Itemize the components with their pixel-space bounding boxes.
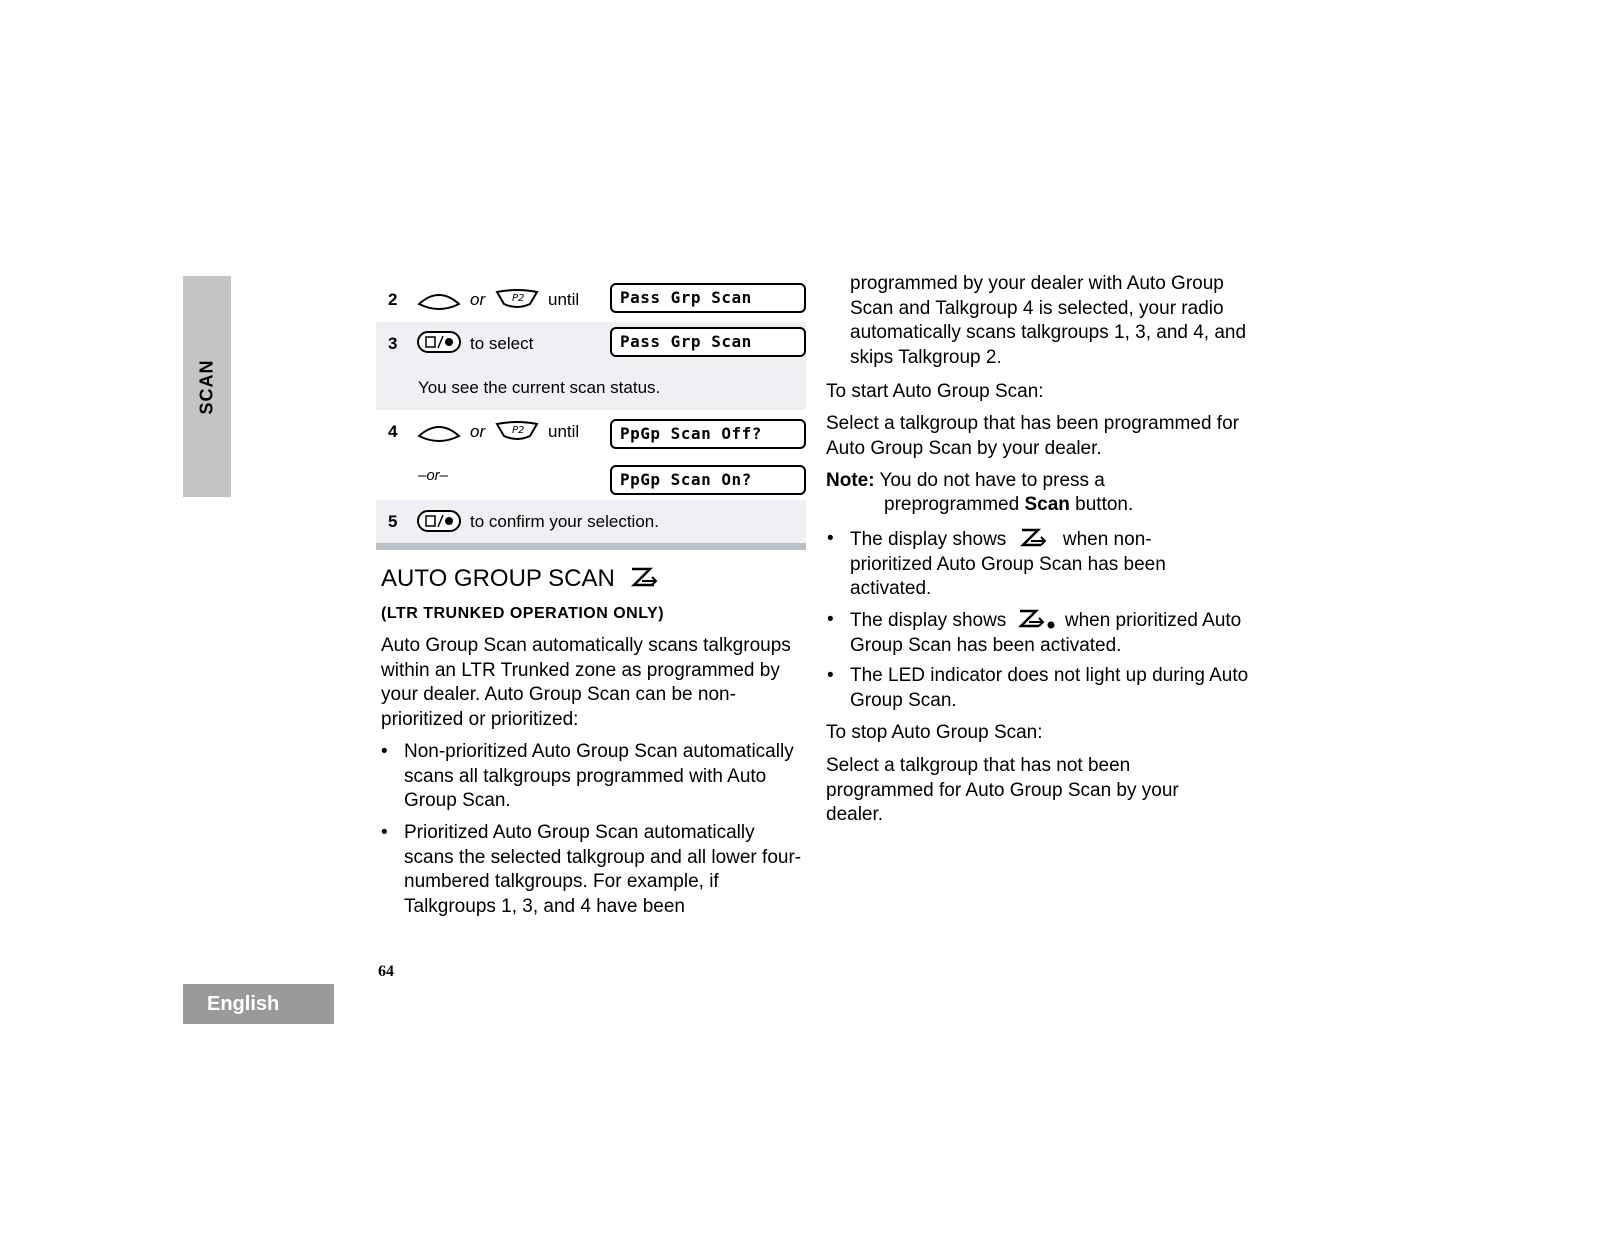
- menu-select-button-icon: [416, 509, 462, 535]
- step-number: 2: [388, 290, 398, 309]
- start-text: Select a talkgroup that has been programmed for Auto Group Scan by your dealer.: [826, 413, 1239, 459]
- list-item-text-a: The display shows: [850, 610, 1007, 631]
- list-item-text-b: when non-prioritized Auto Group Scan has been activated.: [850, 529, 1166, 599]
- bullet-dot: •: [381, 741, 388, 762]
- lcd-display: PpGp Scan On?: [610, 465, 806, 495]
- list-item-text-a: The display shows: [850, 529, 1007, 550]
- continuation-paragraph: programmed by your dealer with Auto Group Scan and Talkgroup 4 is selected, your radio automatically scans talkgroups 1, 3, and 4, and skips Talkgroup 2.: [850, 273, 1247, 368]
- list-item-text: Prioritized Auto Group Scan automatically scans the selected talkgroup and all lower four-numbered talkgroups. For example, if Talkgroups 1, 3, and 4 have been: [404, 822, 802, 917]
- list-item-text: Non-prioritized Auto Group Scan automatically scans all talkgroups programmed with Auto Group Scan.: [404, 741, 794, 811]
- lcd-display: Pass Grp Scan: [610, 283, 806, 313]
- page-number: 64: [378, 963, 394, 980]
- side-tab-label: SCAN: [196, 358, 217, 415]
- start-heading: To start Auto Group Scan:: [826, 381, 1044, 402]
- note-line2: [884, 493, 1264, 518]
- step-note: You see the current scan status.: [418, 378, 661, 397]
- step-number: 3: [388, 334, 398, 353]
- intro-paragraph: Auto Group Scan automatically scans talkgroups within an LTR Trunked zone as programmed by your dealer. Auto Group Scan can be non-prioritized or prioritized:: [381, 635, 791, 730]
- step-action: until: [548, 290, 580, 309]
- step-action: to confirm your selection.: [470, 512, 659, 531]
- rocker-button-icon: [416, 420, 462, 444]
- lcd-display: PpGp Scan Off?: [610, 419, 806, 449]
- svg-text:P2: P2: [512, 425, 525, 436]
- step-number: 5: [388, 512, 398, 531]
- list-item-text-b: when prioritized Auto Group Scan has been activated.: [850, 610, 1242, 656]
- bullet-dot: •: [381, 822, 388, 843]
- list-item-text: The LED indicator does not light up during Auto Group Scan.: [850, 665, 1249, 711]
- menu-select-button-icon: [416, 330, 462, 356]
- section-title: [381, 565, 658, 593]
- section-title-text: AUTO GROUP SCAN: [381, 565, 615, 592]
- note-label: Note:: [826, 470, 875, 491]
- language-tab: English: [183, 984, 334, 1024]
- list-item: [827, 608, 1250, 658]
- bullet-dot: •: [827, 528, 834, 549]
- step-number: 4: [388, 422, 398, 441]
- svg-text:P2: P2: [512, 293, 525, 304]
- step-row: [376, 280, 806, 322]
- lcd-display: Pass Grp Scan: [610, 327, 806, 357]
- alt-or-label: –or–: [418, 467, 449, 484]
- step-action: to select: [470, 334, 534, 353]
- note: [826, 469, 1256, 494]
- step-row: [376, 410, 806, 500]
- stop-text: Select a talkgroup that has not been programmed for Auto Group Scan by your dealer.: [826, 755, 1179, 825]
- note-text-line1: You do not have to press a: [879, 470, 1105, 491]
- step-row: [376, 500, 806, 543]
- bullet-dot: •: [827, 609, 834, 630]
- note-text-2c: button.: [1075, 494, 1134, 515]
- priority-auto-group-scan-icon: [1016, 608, 1056, 630]
- step-action: until: [548, 422, 580, 441]
- p2-button-icon: [494, 286, 540, 312]
- bullet-dot: •: [827, 665, 834, 686]
- or-label: or: [470, 422, 486, 441]
- list-item: [827, 527, 1205, 602]
- list-item: [827, 664, 1250, 713]
- note-text-2b: Scan: [1024, 494, 1070, 515]
- note-text-2a: preprogrammed: [884, 494, 1020, 515]
- p2-button-icon: [494, 418, 540, 444]
- auto-group-scan-icon: [628, 565, 658, 589]
- auto-group-scan-icon: [1018, 527, 1052, 549]
- rocker-button-icon: [416, 288, 462, 312]
- list-item: [381, 740, 794, 814]
- step-row: [376, 322, 806, 410]
- stop-heading: To stop Auto Group Scan:: [826, 722, 1043, 743]
- or-label: or: [470, 290, 486, 309]
- divider: [376, 543, 806, 550]
- list-item: [381, 821, 802, 919]
- section-side-tab: [183, 276, 231, 497]
- section-subtitle: (LTR TRUNKED OPERATION ONLY): [381, 605, 665, 622]
